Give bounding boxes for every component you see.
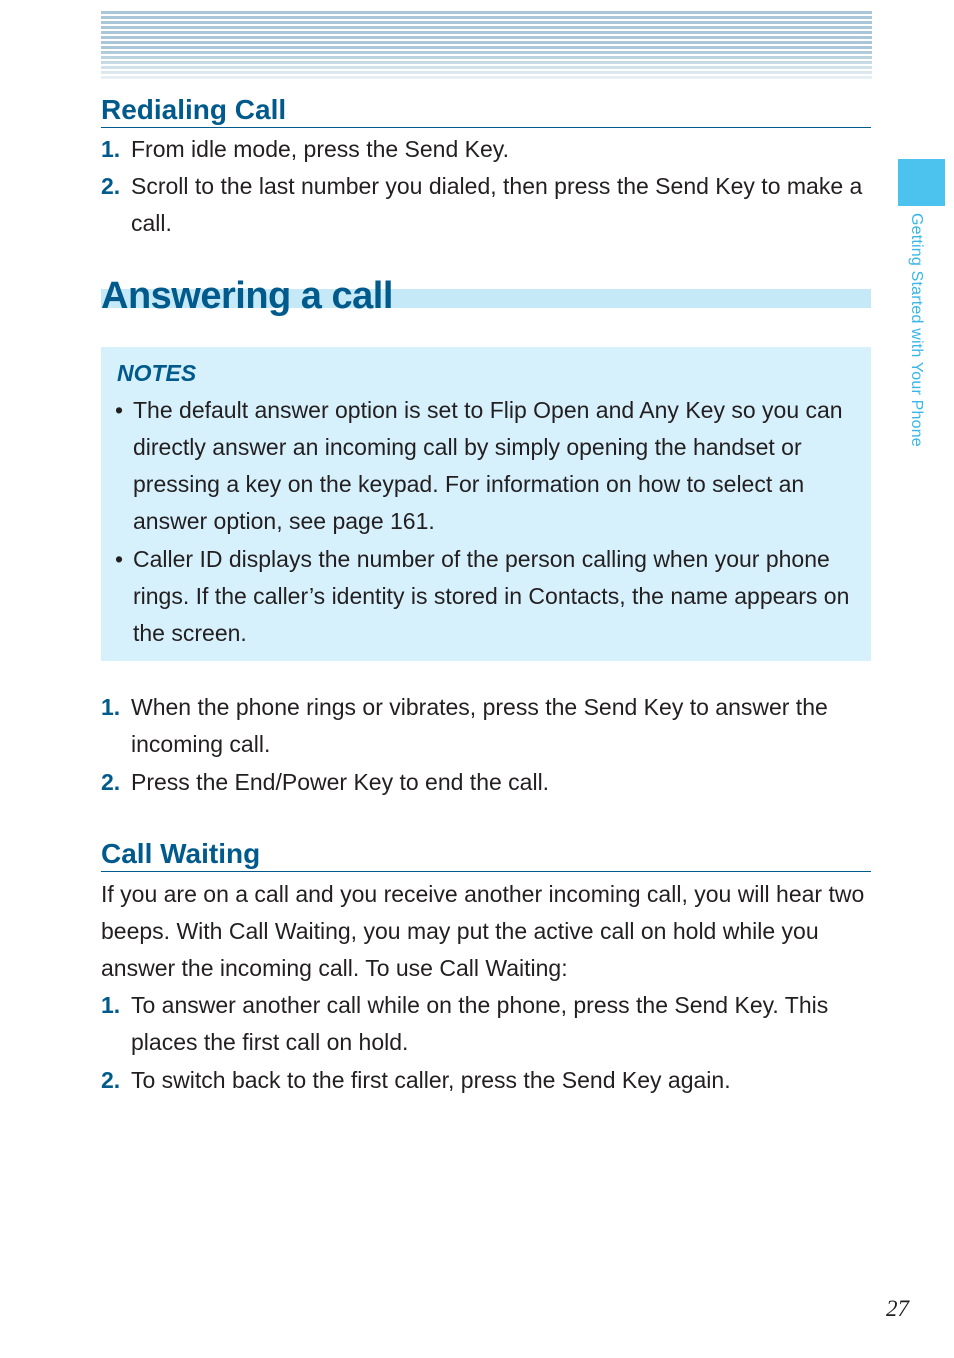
step-text: To answer another call while on the phone, press the Send Key. This places the first call on hold. (131, 992, 829, 1055)
heading-answering-title: Answering a call (101, 275, 393, 317)
note-text: Caller ID displays the number of the person calling when your phone rings. If the caller’s identity is stored in Contacts, the name appears on the screen. (133, 546, 850, 646)
chapter-heading-answering (101, 274, 871, 318)
step-text: To switch back to the first caller, press the Send Key again. (131, 1067, 731, 1093)
step-text: Press the End/Power Key to end the call. (131, 769, 550, 795)
bullet-glyph: • (115, 546, 124, 572)
step-number: 2. (101, 769, 121, 795)
step-number: 1. (101, 992, 121, 1018)
step-text: When the phone rings or vibrates, press the Send Key to answer the incoming call. (131, 694, 828, 757)
step-number: 2. (101, 173, 121, 199)
chapter-tab-marker (898, 159, 945, 206)
call-waiting-step-1 (101, 987, 871, 1061)
section-heading-call-waiting: Call Waiting (101, 838, 871, 872)
page-number: 27 (886, 1296, 909, 1321)
bullet-glyph: • (115, 397, 124, 423)
notes-box (101, 347, 871, 661)
header-decoration-band (101, 11, 872, 79)
call-waiting-step-2 (101, 1062, 871, 1099)
step-number: 2. (101, 1067, 121, 1093)
note-item (115, 541, 860, 652)
notes-title: NOTES (117, 360, 197, 386)
step-number: 1. (101, 694, 121, 720)
note-item (115, 392, 860, 540)
step-text: Scroll to the last number you dialed, then press the Send Key to make a call. (131, 173, 863, 236)
redialing-step-1 (101, 131, 871, 168)
redialing-step-2 (101, 168, 871, 242)
step-number: 1. (101, 136, 121, 162)
step-text: From idle mode, press the Send Key. (131, 136, 509, 162)
chapter-tab-label: Getting Started with Your Phone (908, 213, 925, 447)
note-text: The default answer option is set to Flip Open and Any Key so you can directly answer an incoming call by simply opening the handset or pressing a key on the keypad. For information on how to select an answer option, see page 161. (133, 397, 843, 534)
answering-step-2 (101, 764, 871, 801)
answering-step-1 (101, 689, 871, 763)
call-waiting-intro: If you are on a call and you receive another incoming call, you will hear two beeps. With Call Waiting, you may put the active call on hold while you answer the incoming call. To use Call Waiting: (101, 881, 865, 981)
section-heading-redialing: Redialing Call (101, 94, 871, 128)
